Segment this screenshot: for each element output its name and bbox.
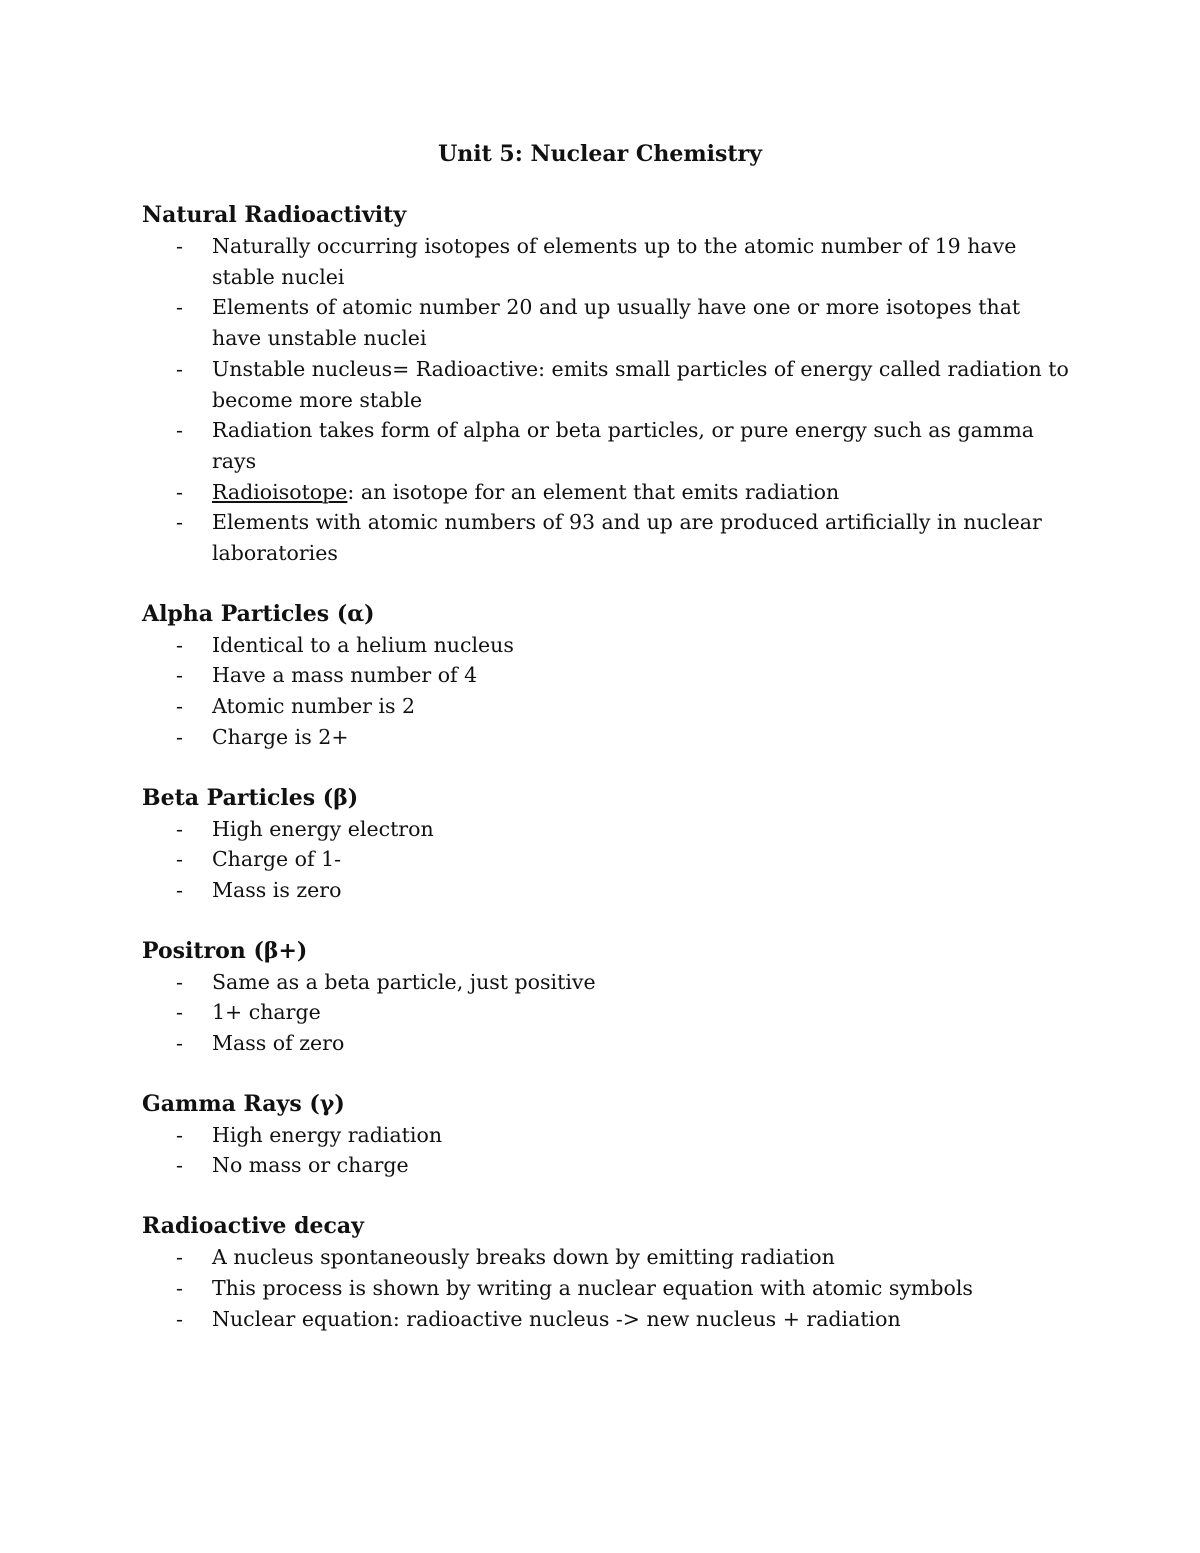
list-item-text: an isotope for an element that emits radiation (360, 479, 840, 504)
list-item-text: Elements with atomic numbers of 93 and up are produced artificially in nuclear laboratories (212, 510, 1042, 566)
list-item (142, 354, 1072, 415)
list-item (142, 630, 1072, 661)
bullet-dash: - (176, 1000, 183, 1025)
list-item-text: Elements of atomic number 20 and up usually have one or more isotopes that have unstable nuclei (212, 295, 1021, 351)
section-heading: Gamma Rays (γ) (142, 1090, 345, 1117)
bullet-dash: - (176, 418, 183, 443)
defined-term: Radioisotope (212, 479, 348, 504)
list-item (142, 1273, 1072, 1304)
list-item (142, 997, 1072, 1028)
bullet-dash: - (176, 632, 183, 657)
list-item (142, 415, 1072, 476)
list-item (142, 722, 1072, 753)
bullet-dash: - (176, 663, 183, 688)
section-heading: Radioactive decay (142, 1213, 364, 1240)
bullet-dash: - (176, 724, 183, 749)
list-item-text: Mass is zero (212, 877, 342, 902)
list-item-text: High energy electron (212, 816, 434, 841)
list-item-text: 1+ charge (212, 1000, 321, 1025)
list-item (142, 1304, 1072, 1335)
bullet-dash: - (176, 1306, 183, 1331)
bullet-dash: - (176, 877, 183, 902)
section-heading: Beta Particles (β) (142, 784, 359, 811)
bullet-dash: - (176, 479, 183, 504)
bullet-list (142, 630, 1072, 753)
list-item-text: Naturally occurring isotopes of elements up to the atomic number of 19 have stable nuclei (212, 234, 1017, 289)
bullet-list (142, 1242, 1072, 1334)
list-item-text: This process is shown by writing a nuclear equation with atomic symbols (212, 1275, 973, 1300)
list-item (142, 1120, 1072, 1151)
section-heading: Alpha Particles (α) (142, 600, 375, 627)
list-item-text: A nucleus spontaneously breaks down by emitting radiation (212, 1245, 835, 1270)
section-beta-particles (142, 783, 1072, 906)
bullet-dash: - (176, 510, 183, 535)
bullet-dash: - (176, 816, 183, 841)
list-item (142, 814, 1072, 845)
list-item-text: High energy radiation (212, 1122, 443, 1147)
list-item (142, 1150, 1072, 1181)
list-item (142, 844, 1072, 875)
section-alpha-particles (142, 599, 1072, 753)
list-item-text: Mass of zero (212, 1031, 345, 1056)
bullet-dash: - (176, 1122, 183, 1147)
list-item (142, 231, 1072, 292)
term-separator: : (347, 479, 361, 504)
list-item (142, 292, 1072, 353)
document-title: Unit 5: Nuclear Chemistry (438, 141, 762, 167)
bullet-dash: - (176, 1153, 183, 1178)
list-item-text: Atomic number is 2 (212, 694, 416, 719)
list-item (142, 660, 1072, 691)
section-gamma-rays (142, 1089, 1072, 1181)
list-item-text: Nuclear equation: radioactive nucleus -> new nucleus + radiation (212, 1306, 901, 1331)
bullet-dash: - (176, 969, 183, 994)
list-item-text: Same as a beta particle, just positive (212, 969, 596, 994)
list-item-text: Charge of 1- (212, 847, 342, 872)
list-item (142, 1028, 1072, 1059)
list-item (142, 1242, 1072, 1273)
section-radioactive-decay (142, 1211, 1072, 1334)
bullet-dash: - (176, 1031, 183, 1056)
bullet-dash: - (176, 847, 183, 872)
list-item (142, 967, 1072, 998)
bullet-list (142, 967, 1072, 1059)
bullet-list (142, 1120, 1072, 1181)
bullet-dash: - (176, 1245, 183, 1270)
list-item-text: Identical to a helium nucleus (212, 632, 514, 657)
list-item-text: Charge is 2+ (212, 724, 349, 749)
list-item (142, 691, 1072, 722)
bullet-list (142, 231, 1072, 569)
list-item-text: Unstable nucleus= Radioactive: emits small particles of energy called radiation to become more stable (212, 356, 1069, 412)
list-item-text: No mass or charge (212, 1153, 409, 1178)
bullet-dash: - (176, 694, 183, 719)
section-natural-radioactivity (142, 200, 1072, 569)
bullet-dash: - (176, 1275, 183, 1300)
list-item-text: Have a mass number of 4 (212, 663, 478, 688)
section-positron (142, 936, 1072, 1059)
section-heading: Positron (β+) (142, 937, 308, 964)
list-item (142, 875, 1072, 906)
list-item (142, 477, 1072, 508)
section-heading: Natural Radioactivity (142, 202, 407, 228)
list-item-text: Radiation takes form of alpha or beta particles, or pure energy such as gamma rays (212, 418, 1035, 473)
bullet-dash: - (176, 295, 183, 320)
document-body (142, 200, 1072, 1364)
list-item (142, 507, 1072, 568)
bullet-list (142, 814, 1072, 906)
bullet-dash: - (176, 234, 183, 258)
bullet-dash: - (176, 356, 183, 381)
